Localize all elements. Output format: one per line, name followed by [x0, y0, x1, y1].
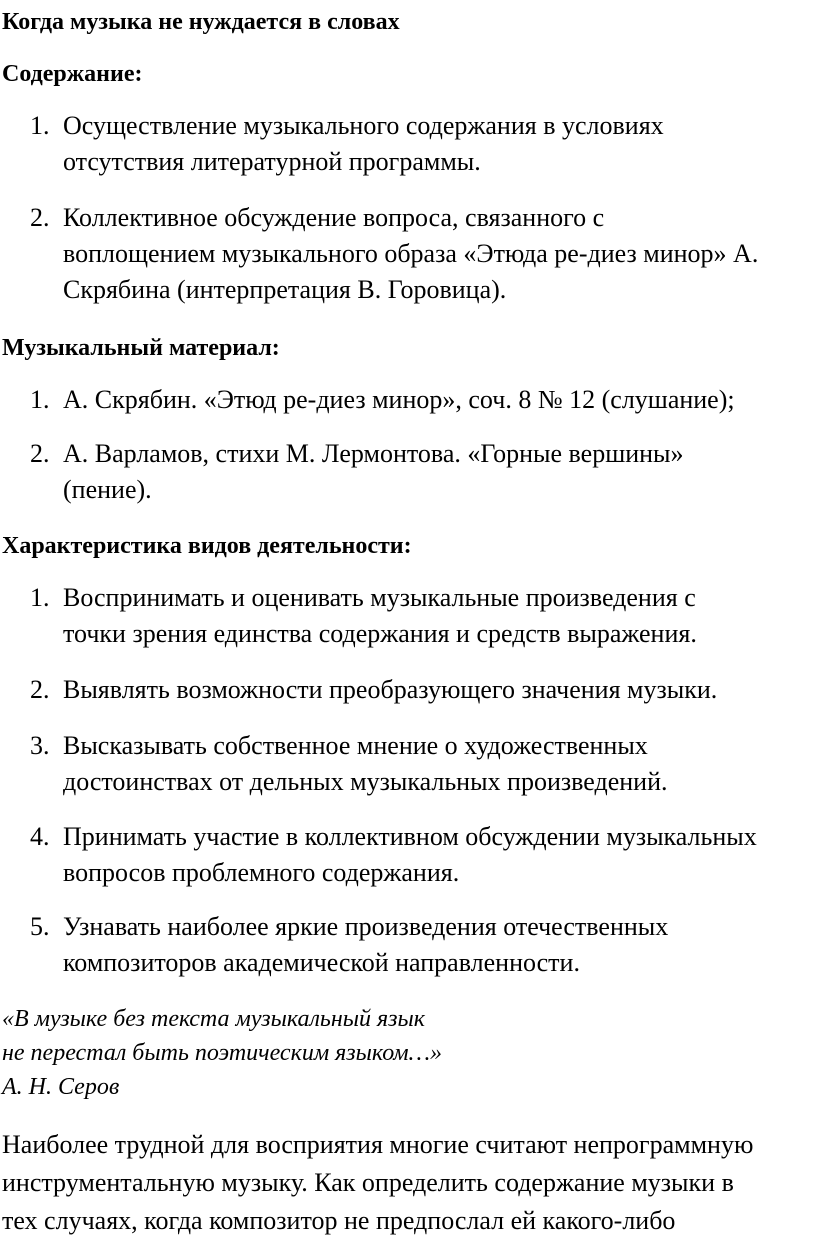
section-heading-content: Содержание:: [2, 61, 143, 87]
list-item-line: отсутствия литературной программы.: [63, 147, 481, 176]
list-item-line: А. Варламов, стихи М. Лермонтова. «Горные вершины»: [63, 439, 684, 468]
list-item-text: [63, 672, 813, 708]
list-item-line: А. Скрябин. «Этюд ре-диез минор», соч. 8 № 12 (слушание);: [63, 385, 735, 414]
list-item-text: [63, 382, 813, 418]
list-item-text: [63, 436, 813, 508]
list-number: 5.: [30, 912, 50, 941]
document-title: Когда музыка не нуждается в словах: [2, 9, 400, 35]
list-number: 1.: [30, 385, 50, 414]
list-item-line: Воспринимать и оценивать музыкальные произведения с: [63, 583, 696, 612]
quote-author: А. Н. Серов: [2, 1074, 120, 1100]
paragraph-line: инструментальную музыку. Как определить содержание музыки в: [2, 1168, 734, 1197]
list-item-line: (пение).: [63, 475, 152, 504]
list-item-line: вопросов проблемного содержания.: [63, 858, 460, 887]
quote-line: не перестал быть поэтическим языком…»: [2, 1040, 442, 1066]
list-item-line: Осуществление музыкального содержания в условиях: [63, 111, 664, 140]
list-number: 2.: [30, 675, 50, 704]
list-item-line: достоинствах от дельных музыкальных произведений.: [63, 767, 668, 796]
list-number: 1.: [30, 111, 50, 140]
quote-line: «В музыке без текста музыкальный язык: [2, 1006, 425, 1032]
list-item-text: [63, 909, 813, 981]
list-item-text: [63, 580, 813, 652]
list-item-text: [63, 200, 813, 308]
list-item-line: Выявлять возможности преобразующего значения музыки.: [63, 675, 718, 704]
list-item-line: Высказывать собственное мнение о художественных: [63, 731, 648, 760]
body-paragraph: [2, 1126, 753, 1240]
epigraph-quote: [2, 1002, 442, 1104]
list-number: 4.: [30, 822, 50, 851]
list-item-line: точки зрения единства содержания и средств выражения.: [63, 619, 697, 648]
paragraph-line: тех случаях, когда композитор не предпослал ей какого-либо: [2, 1206, 676, 1235]
paragraph-line: Наиболее трудной для восприятия многие считают непрограммную: [2, 1130, 754, 1159]
list-item-text: [63, 108, 813, 180]
list-item-line: Коллективное обсуждение вопроса, связанного с: [63, 203, 605, 232]
list-number: 2.: [30, 203, 50, 232]
section-heading-material: Музыкальный материал:: [2, 335, 280, 361]
list-number: 2.: [30, 439, 50, 468]
list-item-line: композиторов академической направленности.: [63, 948, 580, 977]
section-heading-activities: Характеристика видов деятельности:: [2, 533, 412, 559]
list-item-line: Узнавать наиболее яркие произведения отечественных: [63, 912, 669, 941]
list-item-line: Скрябина (интерпретация В. Горовица).: [63, 275, 507, 304]
list-number: 1.: [30, 583, 50, 612]
list-item-line: воплощением музыкального образа «Этюда ре-диез минор» А.: [63, 239, 759, 268]
list-number: 3.: [30, 731, 50, 760]
list-item-line: Принимать участие в коллективном обсуждении музыкальных: [63, 822, 757, 851]
list-item-text: [63, 819, 813, 891]
list-item-text: [63, 728, 813, 800]
